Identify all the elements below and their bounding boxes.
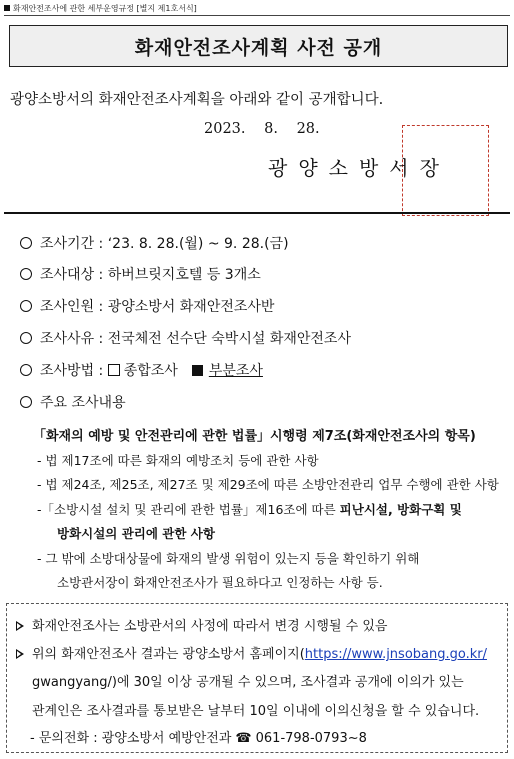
circle-bullet-icon	[20, 364, 32, 376]
contact-number[interactable]: 061-798-0793~8	[255, 731, 367, 746]
note-2-line2: gwangyang/)에 30일 이상 공개될 수 있으며, 조사결과 공개에 이의가 있는	[32, 675, 464, 690]
note-1	[16, 615, 387, 634]
item-method	[20, 360, 263, 380]
contact-label: - 문의전화 : 광양소방서 예방안전과	[30, 731, 232, 746]
contact-line	[30, 727, 367, 746]
title-box	[9, 25, 508, 67]
square-bullet-icon	[4, 5, 10, 11]
form-header-text: 화재안전조사에 관한 세부운영규정 [별지 제1호서식]	[13, 4, 197, 13]
note-1-text: 화재안전조사는 소방관서의 사정에 따라서 변경 시행될 수 있음	[32, 619, 388, 634]
item-reason	[20, 328, 351, 348]
circle-bullet-icon	[20, 332, 32, 344]
form-header	[4, 3, 197, 14]
sub-item-3-continued: 방화시설의 관리에 관한 사항	[57, 526, 215, 541]
signer-name: 광양소방서장	[268, 156, 450, 180]
item-target	[20, 264, 261, 284]
circle-bullet-icon	[20, 396, 32, 408]
item-contents-text: 주요 조사내용	[40, 395, 126, 411]
circle-bullet-icon	[20, 300, 32, 312]
item-staff	[20, 296, 274, 316]
item-period-text: 조사기간 : ‘23. 8. 28.(월) ~ 9. 28.(금)	[40, 236, 289, 252]
note-2-text: 위의 화재안전조사 결과는 광양소방서 홈페이지(	[32, 647, 305, 662]
sub-item-3-text: -「소방시설 설치 및 관리에 관한 법률」제16조에 따른	[37, 502, 336, 517]
section-divider	[4, 212, 510, 214]
sub-item-2: - 법 제24조, 제25조, 제27조 및 제29조에 따른 소방안전관리 업무 수행에 관한 사항	[37, 477, 499, 492]
item-staff-text: 조사인원 : 광양소방서 화재안전조사반	[40, 299, 275, 315]
phone-icon: ☎	[235, 731, 252, 746]
page-title: 화재안전조사계획 사전 공개	[134, 36, 383, 59]
sub-item-1: - 법 제17조에 따른 화재의 예방조치 등에 관한 사항	[37, 453, 319, 468]
item-period	[20, 233, 289, 253]
law-heading: 「화재의 예방 및 안전관리에 관한 법률」시행령 제7조(화재안전조사의 항목)	[33, 429, 476, 444]
method-option-full: 종합조사	[123, 363, 178, 379]
triangle-bullet-icon	[16, 649, 24, 659]
empty-checkbox-icon	[108, 364, 120, 376]
header-divider	[4, 15, 510, 16]
note-2-line3: 관계인은 조사결과를 통보받은 날부터 10일 이내에 이의신청을 할 수 있습니다.	[32, 704, 480, 719]
item-contents	[20, 392, 126, 412]
homepage-link[interactable]: https://www.jnsobang.go.kr/	[304, 647, 487, 662]
note-2	[16, 643, 487, 662]
item-method-label: 조사방법 :	[40, 363, 104, 379]
circle-bullet-icon	[20, 268, 32, 280]
sub-item-3	[37, 500, 462, 518]
circle-bullet-icon	[20, 237, 32, 249]
item-target-text: 조사대상 : 하버브릿지호텔 등 3개소	[40, 267, 261, 283]
method-option-partial: 부분조사	[208, 363, 263, 379]
triangle-bullet-icon	[16, 621, 24, 631]
announcement-date: 2023. 8. 28.	[204, 121, 320, 137]
filled-checkbox-icon	[192, 365, 203, 376]
sub-item-3-bold: 피난시설, 방화구획 및	[339, 502, 462, 517]
item-reason-text: 조사사유 : 전국체전 선수단 숙박시설 화재안전조사	[40, 331, 351, 347]
intro-text: 광양소방서의 화재안전조사계획을 아래와 같이 공개합니다.	[10, 92, 384, 108]
sub-item-4-continued: 소방관서장이 화재안전조사가 필요하다고 인정하는 사항 등.	[57, 575, 383, 590]
sub-item-4: - 그 밖에 소방대상물에 화재의 발생 위험이 있는지 등을 확인하기 위해	[37, 551, 420, 566]
